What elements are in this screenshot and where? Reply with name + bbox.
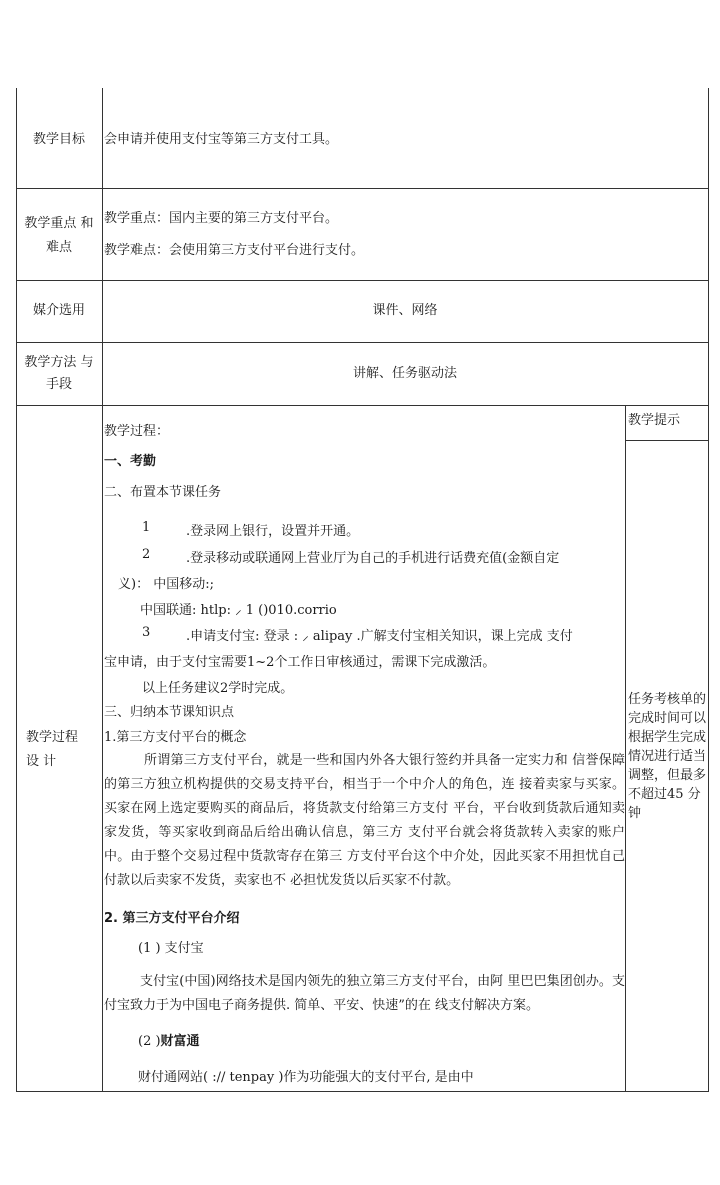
knowledge-1-paragraph: 所谓第三方支付平台，就是一些和国内外各大银行签约并具备一定实力和 信誉保障的第三方独立机构提供的交易支持平台，相当于一个中介人的角色，连 接着卖家与买家。买家在网上选定要购买的商品后，将货款支付给第三方支付 平台，平台收到货款后通知卖家发货，等买家收到商品后给出确认信息，第三方 支付平台就会将货款转入卖家的账户中。由于整个交易过程中货款寄存在第三 方支付平台这个中介处，因此买家不用担忧自己付款以后卖家不发货，卖家也不 必担忧发货以后买家不付款。	[104, 753, 625, 888]
knowledge-1-title: 1.第三方支付平台的概念	[104, 730, 247, 745]
task-3-continued: 宝申请，由于支付宝需要1~2个工作日审核通过，需课下完成激活。	[104, 655, 496, 670]
task-2-text: .登录移动或联通网上营业厅为自己的手机进行话费充值(金额自定	[186, 551, 560, 566]
table-column-divider	[102, 88, 103, 1092]
task-suggestion: 以上任务建议2学时完成。	[142, 681, 294, 696]
key-point-line: 教学重点：国内主要的第三方支付平台。	[104, 211, 339, 226]
table-right-border	[708, 88, 709, 1092]
knowledge-2-title: 2. 第三方支付平台介绍	[104, 911, 240, 926]
process-intro: 教学过程：	[104, 424, 170, 439]
task-2-unicom: 中国联通: htlp: ⸝ 1 ()010.corrio	[140, 603, 337, 618]
difficult-point-line: 教学难点：会使用第三方支付平台进行支付。	[104, 243, 365, 258]
section-knowledge: 三、归纳本节课知识点	[104, 705, 235, 720]
row-divider	[16, 188, 708, 189]
tenpay-number: (2 )	[138, 1034, 161, 1049]
task-2-continued: 义)： 中国移动:;	[118, 577, 214, 592]
row-divider	[16, 280, 708, 281]
tenpay-line: 财付通网站( :// tenpay )作为功能强大的支付平台, 是由中	[138, 1070, 474, 1085]
media-label: 媒介选用	[32, 303, 85, 318]
tenpay-name: 财富通	[160, 1034, 200, 1049]
hint-header-divider	[625, 440, 708, 441]
section-tasks: 二、布置本节课任务	[104, 485, 222, 500]
row-divider	[16, 342, 708, 343]
task-3-number: 3	[142, 625, 151, 640]
task-2-number: 2	[142, 547, 151, 562]
hint-text: 任务考核单的完成时间可以根据学生完成情况进行适当调整，但最多不超过45 分钟	[628, 692, 707, 821]
media-content: 课件、网络	[372, 303, 438, 318]
table-bottom-border	[16, 1091, 708, 1092]
methods-content: 讲解、任务驱动法	[352, 366, 457, 381]
row-divider	[16, 405, 708, 406]
objective-label: 教学目标	[32, 132, 85, 147]
tenpay-title	[138, 1030, 660, 1049]
methods-label: 教学方法 与 手段	[24, 355, 94, 392]
task-3-text: .申请支付宝: 登录 : ⸝ alipay .广解支付宝相关知识，课上完成 支付	[186, 629, 573, 644]
objective-content: 会申请并使用支付宝等第三方支付工具。	[104, 132, 339, 147]
section-attendance: 一、考勤	[104, 454, 157, 469]
key-points-label: 教学重点 和 难点	[24, 216, 94, 255]
hint-header: 教学提示	[628, 413, 681, 428]
alipay-title: (1 ) 支付宝	[138, 941, 204, 956]
process-label: 教学过程 设 计	[26, 730, 79, 769]
task-1-text: .登录网上银行，设置并开通。	[186, 524, 360, 539]
alipay-paragraph: 支付宝(中国)网络技术是国内领先的独立第三方支付平台，由阿 里巴巴集团创办。支付宝致力于为中国电子商务提供. 简单、平安、快速”的在 线支付解决方案。	[104, 974, 625, 1013]
task-1-number: 1	[142, 520, 151, 535]
hint-column-divider	[625, 405, 626, 1092]
